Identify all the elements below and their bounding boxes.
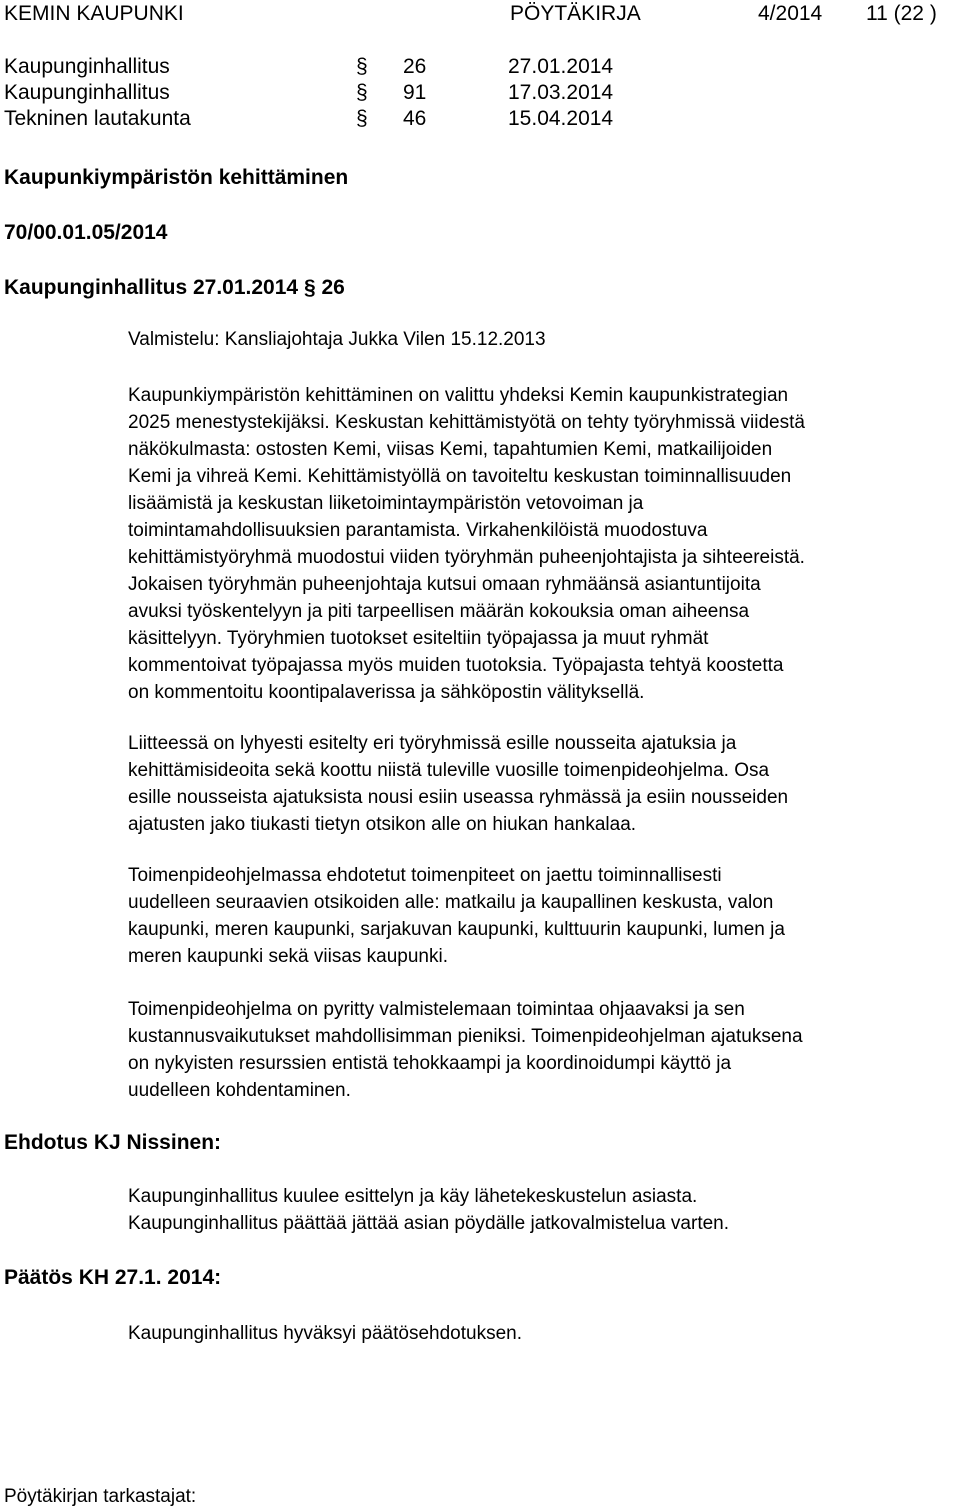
minutes-checkers-label: Pöytäkirjan tarkastajat: bbox=[4, 1486, 197, 1507]
organization-name: KEMIN KAUPUNKI bbox=[4, 2, 184, 25]
meeting-date: 27.01.2014 bbox=[508, 55, 614, 78]
meeting-date: 15.04.2014 bbox=[508, 107, 614, 130]
proposal-line: Kaupunginhallitus kuulee esittelyn ja käy lähetekeskustelun asiasta. bbox=[128, 1186, 698, 1207]
paragraph-line: kommentoivat työpajassa myös muiden tuotoksia. Työpajasta tehtyä koostetta bbox=[128, 655, 784, 676]
meeting-body: Kaupunginhallitus bbox=[4, 81, 170, 104]
document-type: PÖYTÄKIRJA bbox=[510, 2, 641, 25]
preparation-note: Valmistelu: Kansliajohtaja Jukka Vilen 15.12.2013 bbox=[128, 329, 546, 350]
section-number: 46 bbox=[403, 107, 427, 130]
diary-number: 70/00.01.05/2014 bbox=[4, 221, 168, 244]
decision-text bbox=[128, 1320, 958, 1347]
body-paragraph bbox=[128, 862, 958, 970]
proposal-label: Ehdotus KJ Nissinen: bbox=[4, 1131, 222, 1154]
body-paragraph bbox=[128, 382, 958, 706]
section-number: 26 bbox=[403, 55, 427, 78]
paragraph-line: näkökulmasta: ostosten Kemi, viisas Kemi, tapahtumien Kemi, matkailijoiden bbox=[128, 439, 773, 460]
paragraph-line: on kommentoitu koontipalaverissa ja sähköpostin välityksellä. bbox=[128, 682, 645, 703]
paragraph-line: kaupunki, meren kaupunki, sarjakuvan kaupunki, kulttuurin kaupunki, lumen ja bbox=[128, 919, 785, 940]
topic-title: Kaupunkiympäristön kehittäminen bbox=[4, 166, 349, 189]
paragraph-line: kehittämistyöryhmä muodostui viiden työryhmän puheenjohtajista ja sihteereistä. bbox=[128, 547, 805, 568]
paragraph-line: Toimenpideohjelma on pyritty valmistelemaan toimintaa ohjaavaksi ja sen bbox=[128, 999, 745, 1020]
paragraph-line: uudelleen kohdentaminen. bbox=[128, 1080, 351, 1101]
meeting-date: 17.03.2014 bbox=[508, 81, 614, 104]
section-number: 26 bbox=[321, 276, 345, 299]
meeting-body: Kaupunginhallitus bbox=[4, 55, 170, 78]
paragraph-line: esille nousseista ajatuksista nousi esiin useassa ryhmässä ja esiin nousseiden bbox=[128, 787, 789, 808]
meeting-body: Tekninen lautakunta bbox=[4, 107, 191, 130]
paragraph-line: Toimenpideohjelmassa ehdotetut toimenpiteet on jaettu toiminnallisesti bbox=[128, 865, 722, 886]
document-number: 4/2014 bbox=[758, 2, 823, 25]
section-sign: § bbox=[303, 276, 316, 299]
section-number: 91 bbox=[403, 81, 427, 104]
body-paragraph bbox=[128, 730, 958, 838]
section-sign: § bbox=[356, 81, 368, 104]
paragraph-line: uudelleen seuraavien otsikoiden alle: matkailu ja kaupallinen keskusta, valon bbox=[128, 892, 774, 913]
paragraph-line: käsittelyyn. Työryhmien tuotokset esiteltiin työpajassa ja muut ryhmät bbox=[128, 628, 709, 649]
paragraph-line: Kaupunkiympäristön kehittäminen on valittu yhdeksi Kemin kaupunkistrategian bbox=[128, 385, 789, 406]
section-sign: § bbox=[356, 55, 368, 78]
paragraph-line: ajatusten jako tiukasti tietyn otsikon alle on hiukan hankalaa. bbox=[128, 814, 637, 835]
meeting-heading bbox=[4, 276, 345, 300]
paragraph-line: lisäämistä ja keskustan liiketoimintaympäristön vetovoiman ja bbox=[128, 493, 644, 514]
paragraph-line: toimintamahdollisuuksien parantamista. Virkahenkilöistä muodostuva bbox=[128, 520, 708, 541]
body-paragraph bbox=[128, 996, 958, 1104]
decision-label: Päätös KH 27.1. 2014: bbox=[4, 1266, 222, 1289]
paragraph-line: Jokaisen työryhmän puheenjohtaja kutsui omaan ryhmäänsä asiantuntijoita bbox=[128, 574, 761, 595]
paragraph-line: meren kaupunki sekä viisas kaupunki. bbox=[128, 946, 449, 967]
decision-line: Kaupunginhallitus hyväksyi päätösehdotuksen. bbox=[128, 1323, 522, 1344]
paragraph-line: 2025 menestystekijäksi. Keskustan kehittämistyötä on tehty työryhmissä viidestä bbox=[128, 412, 805, 433]
paragraph-line: Kemi ja vihreä Kemi. Kehittämistyöllä on tavoiteltu keskustan toiminnallisuuden bbox=[128, 466, 792, 487]
section-sign: § bbox=[356, 107, 368, 130]
paragraph-line: on nykyisten resurssien entistä tehokkaampi ja koordinoidumpi käyttö ja bbox=[128, 1053, 732, 1074]
paragraph-line: avuksi työskentelyyn ja piti tarpeellisen määrän kokouksia oman aiheensa bbox=[128, 601, 750, 622]
paragraph-line: kustannusvaikutukset mahdollisimman pieniksi. Toimenpideohjelman ajatuksena bbox=[128, 1026, 803, 1047]
proposal-line: Kaupunginhallitus päättää jättää asian pöydälle jatkovalmistelua varten. bbox=[128, 1213, 730, 1234]
proposal-text bbox=[128, 1183, 958, 1237]
paragraph-line: kehittämisideoita sekä koottu niistä tuleville vuosille toimenpideohjelma. Osa bbox=[128, 760, 770, 781]
paragraph-line: Liitteessä on lyhyesti esitelty eri työryhmissä esille nousseita ajatuksia ja bbox=[128, 733, 737, 754]
meeting-heading-text: Kaupunginhallitus 27.01.2014 bbox=[4, 276, 299, 299]
page-number: 11 (22 ) bbox=[866, 2, 937, 25]
